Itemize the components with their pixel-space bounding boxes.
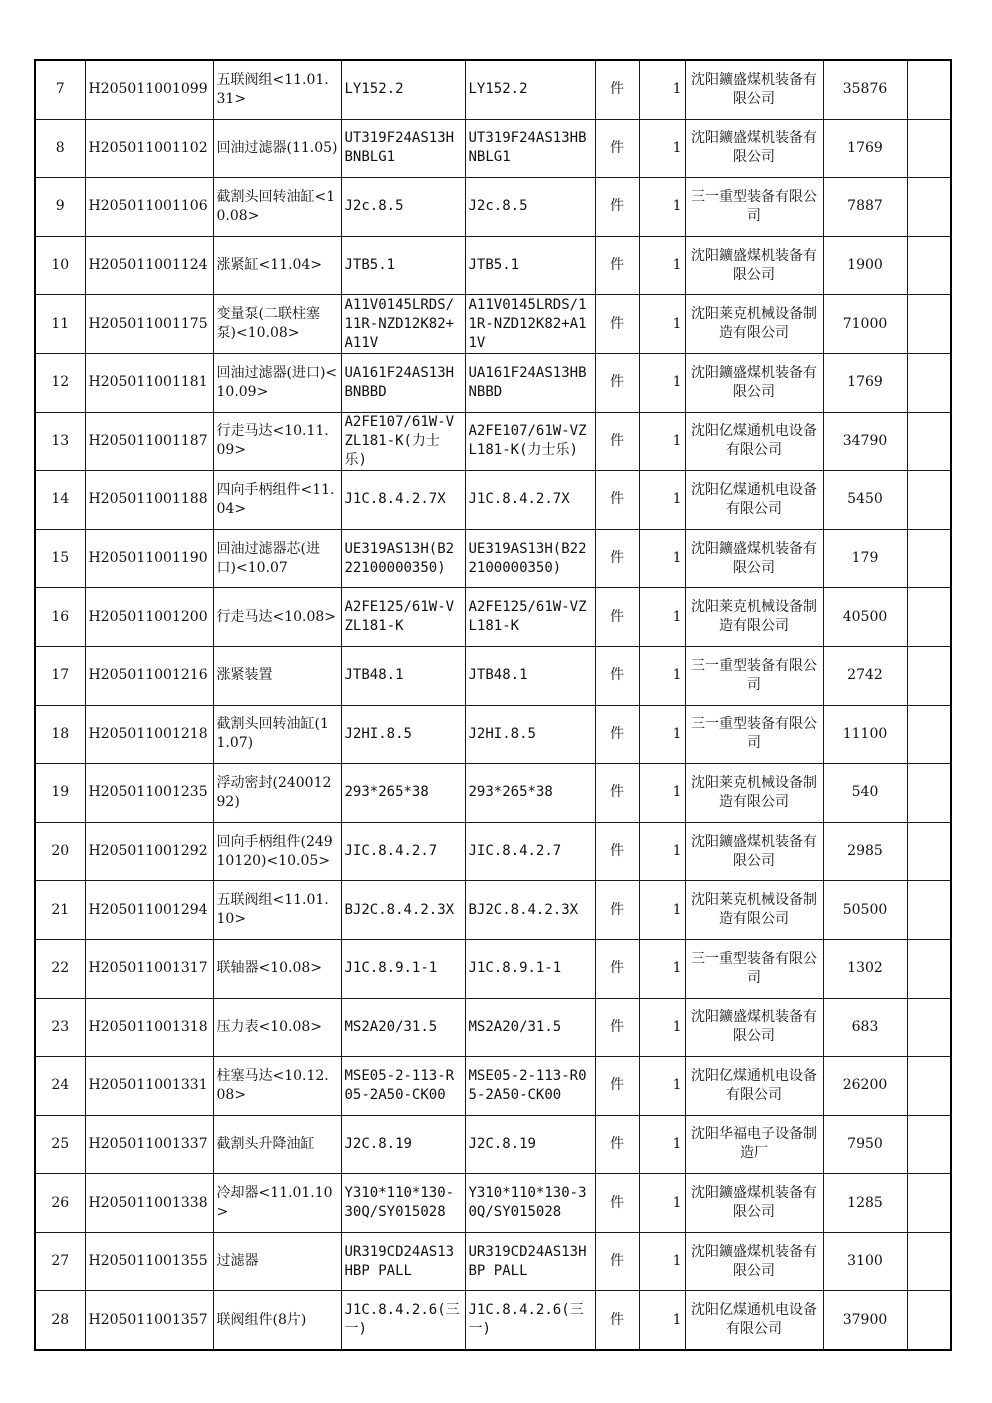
model-number-cell: BJ2C.8.4.2.3X xyxy=(341,881,465,940)
material-code-cell: H205011001338 xyxy=(85,1174,213,1233)
price-cell: 1302 xyxy=(823,939,907,998)
price-cell: 35876 xyxy=(823,60,907,119)
part-name-cell: 行走马达<10.11.09> xyxy=(213,412,341,471)
part-name-cell: 涨紧装置 xyxy=(213,646,341,705)
specification-cell: MS2A20/31.5 xyxy=(465,998,595,1057)
price-cell: 7887 xyxy=(823,178,907,237)
price-cell: 3100 xyxy=(823,1232,907,1291)
supplier-cell: 沈阳亿煤通机电设备有限公司 xyxy=(685,1291,823,1350)
model-number-cell: UR319CD24AS13HBP PALL xyxy=(341,1232,465,1291)
unit-cell: 件 xyxy=(595,822,639,881)
material-code-cell: H205011001124 xyxy=(85,236,213,295)
supplier-cell: 三一重型装备有限公司 xyxy=(685,939,823,998)
remark-cell xyxy=(907,1174,951,1233)
table-row xyxy=(35,881,951,940)
model-number-cell: UT319F24AS13HBNBLG1 xyxy=(341,119,465,178)
price-cell: 40500 xyxy=(823,588,907,647)
quantity-cell: 1 xyxy=(639,353,685,412)
model-number-cell: MSE05-2-113-R05-2A50-CK00 xyxy=(341,1057,465,1116)
table-row xyxy=(35,1291,951,1350)
remark-cell xyxy=(907,236,951,295)
material-code-cell: H205011001216 xyxy=(85,646,213,705)
remark-cell xyxy=(907,471,951,530)
model-number-cell: JIC.8.4.2.7 xyxy=(341,822,465,881)
part-name-cell: 截割头回转油缸(11.07) xyxy=(213,705,341,764)
remark-cell xyxy=(907,764,951,823)
price-cell: 2742 xyxy=(823,646,907,705)
table-row xyxy=(35,60,951,119)
specification-cell: JIC.8.4.2.7 xyxy=(465,822,595,881)
price-cell: 7950 xyxy=(823,1115,907,1174)
remark-cell xyxy=(907,295,951,354)
remark-cell xyxy=(907,1057,951,1116)
part-name-cell: 联阀组件(8片) xyxy=(213,1291,341,1350)
unit-cell: 件 xyxy=(595,178,639,237)
unit-cell: 件 xyxy=(595,1057,639,1116)
specification-cell: JTB48.1 xyxy=(465,646,595,705)
quantity-cell: 1 xyxy=(639,1232,685,1291)
quantity-cell: 1 xyxy=(639,236,685,295)
remark-cell xyxy=(907,1115,951,1174)
row-number-cell: 18 xyxy=(35,705,85,764)
price-cell: 1900 xyxy=(823,236,907,295)
specification-cell: A2FE125/61W-VZL181-K xyxy=(465,588,595,647)
price-cell: 2985 xyxy=(823,822,907,881)
row-number-cell: 23 xyxy=(35,998,85,1057)
supplier-cell: 沈阳鑛盛煤机装备有限公司 xyxy=(685,998,823,1057)
row-number-cell: 12 xyxy=(35,353,85,412)
row-number-cell: 17 xyxy=(35,646,85,705)
supplier-cell: 沈阳莱克机械设备制造有限公司 xyxy=(685,881,823,940)
specification-cell: J2HI.8.5 xyxy=(465,705,595,764)
part-name-cell: 压力表<10.08> xyxy=(213,998,341,1057)
unit-cell: 件 xyxy=(595,60,639,119)
quantity-cell: 1 xyxy=(639,588,685,647)
unit-cell: 件 xyxy=(595,1174,639,1233)
supplier-cell: 沈阳鑛盛煤机装备有限公司 xyxy=(685,353,823,412)
table-row xyxy=(35,764,951,823)
model-number-cell: JTB48.1 xyxy=(341,646,465,705)
part-name-cell: 回油过滤器芯(进口)<10.07 xyxy=(213,529,341,588)
table-row xyxy=(35,178,951,237)
table-row xyxy=(35,1174,951,1233)
parts-table xyxy=(34,59,952,1351)
material-code-cell: H205011001318 xyxy=(85,998,213,1057)
model-number-cell: UE319AS13H(B222100000350) xyxy=(341,529,465,588)
quantity-cell: 1 xyxy=(639,178,685,237)
quantity-cell: 1 xyxy=(639,1291,685,1350)
row-number-cell: 24 xyxy=(35,1057,85,1116)
supplier-cell: 沈阳鑛盛煤机装备有限公司 xyxy=(685,119,823,178)
table-row xyxy=(35,1057,951,1116)
quantity-cell: 1 xyxy=(639,119,685,178)
remark-cell xyxy=(907,881,951,940)
price-cell: 683 xyxy=(823,998,907,1057)
part-name-cell: 变量泵(二联柱塞泵)<10.08> xyxy=(213,295,341,354)
material-code-cell: H205011001102 xyxy=(85,119,213,178)
material-code-cell: H205011001317 xyxy=(85,939,213,998)
supplier-cell: 沈阳鑛盛煤机装备有限公司 xyxy=(685,60,823,119)
model-number-cell: A2FE107/61W-VZL181-K(力士乐) xyxy=(341,412,465,471)
specification-cell: A2FE107/61W-VZL181-K(力士乐) xyxy=(465,412,595,471)
row-number-cell: 10 xyxy=(35,236,85,295)
supplier-cell: 三一重型装备有限公司 xyxy=(685,705,823,764)
remark-cell xyxy=(907,939,951,998)
row-number-cell: 28 xyxy=(35,1291,85,1350)
table-row xyxy=(35,119,951,178)
row-number-cell: 20 xyxy=(35,822,85,881)
model-number-cell: J1C.8.4.2.7X xyxy=(341,471,465,530)
quantity-cell: 1 xyxy=(639,529,685,588)
material-code-cell: H205011001292 xyxy=(85,822,213,881)
price-cell: 37900 xyxy=(823,1291,907,1350)
table-row xyxy=(35,412,951,471)
row-number-cell: 22 xyxy=(35,939,85,998)
table-row xyxy=(35,705,951,764)
unit-cell: 件 xyxy=(595,529,639,588)
unit-cell: 件 xyxy=(595,471,639,530)
row-number-cell: 26 xyxy=(35,1174,85,1233)
model-number-cell: J1C.8.9.1-1 xyxy=(341,939,465,998)
unit-cell: 件 xyxy=(595,998,639,1057)
quantity-cell: 1 xyxy=(639,646,685,705)
remark-cell xyxy=(907,353,951,412)
material-code-cell: H205011001188 xyxy=(85,471,213,530)
specification-cell: J1C.8.9.1-1 xyxy=(465,939,595,998)
model-number-cell: UA161F24AS13HBNBBD xyxy=(341,353,465,412)
unit-cell: 件 xyxy=(595,1115,639,1174)
supplier-cell: 沈阳鑛盛煤机装备有限公司 xyxy=(685,822,823,881)
remark-cell xyxy=(907,1232,951,1291)
part-name-cell: 联轴器<10.08> xyxy=(213,939,341,998)
model-number-cell: LY152.2 xyxy=(341,60,465,119)
price-cell: 11100 xyxy=(823,705,907,764)
price-cell: 26200 xyxy=(823,1057,907,1116)
remark-cell xyxy=(907,529,951,588)
table-row xyxy=(35,588,951,647)
remark-cell xyxy=(907,119,951,178)
unit-cell: 件 xyxy=(595,295,639,354)
specification-cell: UT319F24AS13HBNBLG1 xyxy=(465,119,595,178)
model-number-cell: J1C.8.4.2.6(三一) xyxy=(341,1291,465,1350)
unit-cell: 件 xyxy=(595,881,639,940)
supplier-cell: 沈阳亿煤通机电设备有限公司 xyxy=(685,471,823,530)
material-code-cell: H205011001200 xyxy=(85,588,213,647)
supplier-cell: 沈阳鑛盛煤机装备有限公司 xyxy=(685,1174,823,1233)
material-code-cell: H205011001190 xyxy=(85,529,213,588)
row-number-cell: 16 xyxy=(35,588,85,647)
row-number-cell: 14 xyxy=(35,471,85,530)
price-cell: 71000 xyxy=(823,295,907,354)
part-name-cell: 五联阀组<11.01.10> xyxy=(213,881,341,940)
unit-cell: 件 xyxy=(595,353,639,412)
model-number-cell: 293*265*38 xyxy=(341,764,465,823)
remark-cell xyxy=(907,998,951,1057)
remark-cell xyxy=(907,178,951,237)
unit-cell: 件 xyxy=(595,412,639,471)
part-name-cell: 五联阀组<11.01.31> xyxy=(213,60,341,119)
part-name-cell: 回油过滤器(进口)<10.09> xyxy=(213,353,341,412)
part-name-cell: 回向手柄组件(24910120)<10.05> xyxy=(213,822,341,881)
model-number-cell: Y310*110*130-30Q/SY015028 xyxy=(341,1174,465,1233)
unit-cell: 件 xyxy=(595,236,639,295)
price-cell: 1769 xyxy=(823,119,907,178)
row-number-cell: 7 xyxy=(35,60,85,119)
table-body xyxy=(35,60,951,1350)
table-row xyxy=(35,1232,951,1291)
row-number-cell: 9 xyxy=(35,178,85,237)
quantity-cell: 1 xyxy=(639,60,685,119)
quantity-cell: 1 xyxy=(639,998,685,1057)
material-code-cell: H205011001099 xyxy=(85,60,213,119)
material-code-cell: H205011001175 xyxy=(85,295,213,354)
specification-cell: LY152.2 xyxy=(465,60,595,119)
specification-cell: UA161F24AS13HBNBBD xyxy=(465,353,595,412)
part-name-cell: 截割头升降油缸 xyxy=(213,1115,341,1174)
supplier-cell: 沈阳华福电子设备制造厂 xyxy=(685,1115,823,1174)
remark-cell xyxy=(907,822,951,881)
specification-cell: J2c.8.5 xyxy=(465,178,595,237)
supplier-cell: 沈阳鑛盛煤机装备有限公司 xyxy=(685,1232,823,1291)
quantity-cell: 1 xyxy=(639,822,685,881)
material-code-cell: H205011001187 xyxy=(85,412,213,471)
supplier-cell: 沈阳莱克机械设备制造有限公司 xyxy=(685,764,823,823)
quantity-cell: 1 xyxy=(639,939,685,998)
remark-cell xyxy=(907,588,951,647)
quantity-cell: 1 xyxy=(639,1057,685,1116)
row-number-cell: 15 xyxy=(35,529,85,588)
price-cell: 50500 xyxy=(823,881,907,940)
table-row xyxy=(35,236,951,295)
row-number-cell: 11 xyxy=(35,295,85,354)
model-number-cell: J2c.8.5 xyxy=(341,178,465,237)
unit-cell: 件 xyxy=(595,764,639,823)
specification-cell: J2C.8.19 xyxy=(465,1115,595,1174)
part-name-cell: 冷却器<11.01.10> xyxy=(213,1174,341,1233)
table-row xyxy=(35,471,951,530)
material-code-cell: H205011001331 xyxy=(85,1057,213,1116)
specification-cell: UE319AS13H(B222100000350) xyxy=(465,529,595,588)
part-name-cell: 过滤器 xyxy=(213,1232,341,1291)
table-row xyxy=(35,822,951,881)
unit-cell: 件 xyxy=(595,705,639,764)
material-code-cell: H205011001337 xyxy=(85,1115,213,1174)
price-cell: 179 xyxy=(823,529,907,588)
supplier-cell: 三一重型装备有限公司 xyxy=(685,646,823,705)
table-row xyxy=(35,353,951,412)
specification-cell: A11V0145LRDS/11R-NZD12K82+A11V xyxy=(465,295,595,354)
specification-cell: UR319CD24AS13HBP PALL xyxy=(465,1232,595,1291)
quantity-cell: 1 xyxy=(639,412,685,471)
supplier-cell: 沈阳莱克机械设备制造有限公司 xyxy=(685,295,823,354)
model-number-cell: J2HI.8.5 xyxy=(341,705,465,764)
material-code-cell: H205011001181 xyxy=(85,353,213,412)
unit-cell: 件 xyxy=(595,1232,639,1291)
model-number-cell: J2C.8.19 xyxy=(341,1115,465,1174)
specification-cell: Y310*110*130-30Q/SY015028 xyxy=(465,1174,595,1233)
material-code-cell: H205011001357 xyxy=(85,1291,213,1350)
table-row xyxy=(35,646,951,705)
unit-cell: 件 xyxy=(595,119,639,178)
quantity-cell: 1 xyxy=(639,471,685,530)
remark-cell xyxy=(907,1291,951,1350)
material-code-cell: H205011001106 xyxy=(85,178,213,237)
row-number-cell: 21 xyxy=(35,881,85,940)
remark-cell xyxy=(907,60,951,119)
price-cell: 5450 xyxy=(823,471,907,530)
quantity-cell: 1 xyxy=(639,764,685,823)
material-code-cell: H205011001294 xyxy=(85,881,213,940)
price-cell: 34790 xyxy=(823,412,907,471)
unit-cell: 件 xyxy=(595,646,639,705)
part-name-cell: 回油过滤器(11.05) xyxy=(213,119,341,178)
specification-cell: JTB5.1 xyxy=(465,236,595,295)
quantity-cell: 1 xyxy=(639,295,685,354)
table-row xyxy=(35,529,951,588)
part-name-cell: 涨紧缸<11.04> xyxy=(213,236,341,295)
supplier-cell: 沈阳莱克机械设备制造有限公司 xyxy=(685,588,823,647)
unit-cell: 件 xyxy=(595,588,639,647)
model-number-cell: JTB5.1 xyxy=(341,236,465,295)
material-code-cell: H205011001235 xyxy=(85,764,213,823)
part-name-cell: 浮动密封(24001292) xyxy=(213,764,341,823)
specification-cell: J1C.8.4.2.7X xyxy=(465,471,595,530)
row-number-cell: 27 xyxy=(35,1232,85,1291)
part-name-cell: 行走马达<10.08> xyxy=(213,588,341,647)
supplier-cell: 沈阳鑛盛煤机装备有限公司 xyxy=(685,529,823,588)
row-number-cell: 19 xyxy=(35,764,85,823)
model-number-cell: A11V0145LRDS/11R-NZD12K82+A11V xyxy=(341,295,465,354)
supplier-cell: 三一重型装备有限公司 xyxy=(685,178,823,237)
table-row xyxy=(35,998,951,1057)
remark-cell xyxy=(907,646,951,705)
row-number-cell: 13 xyxy=(35,412,85,471)
price-cell: 1769 xyxy=(823,353,907,412)
model-number-cell: A2FE125/61W-VZL181-K xyxy=(341,588,465,647)
supplier-cell: 沈阳鑛盛煤机装备有限公司 xyxy=(685,236,823,295)
model-number-cell: MS2A20/31.5 xyxy=(341,998,465,1057)
remark-cell xyxy=(907,705,951,764)
table-row xyxy=(35,939,951,998)
material-code-cell: H205011001218 xyxy=(85,705,213,764)
price-cell: 1285 xyxy=(823,1174,907,1233)
specification-cell: MSE05-2-113-R05-2A50-CK00 xyxy=(465,1057,595,1116)
price-cell: 540 xyxy=(823,764,907,823)
quantity-cell: 1 xyxy=(639,1115,685,1174)
remark-cell xyxy=(907,412,951,471)
unit-cell: 件 xyxy=(595,1291,639,1350)
part-name-cell: 柱塞马达<10.12.08> xyxy=(213,1057,341,1116)
specification-cell: 293*265*38 xyxy=(465,764,595,823)
quantity-cell: 1 xyxy=(639,881,685,940)
row-number-cell: 25 xyxy=(35,1115,85,1174)
table-row xyxy=(35,295,951,354)
supplier-cell: 沈阳亿煤通机电设备有限公司 xyxy=(685,412,823,471)
part-name-cell: 四向手柄组件<11.04> xyxy=(213,471,341,530)
supplier-cell: 沈阳亿煤通机电设备有限公司 xyxy=(685,1057,823,1116)
part-name-cell: 截割头回转油缸<10.08> xyxy=(213,178,341,237)
specification-cell: BJ2C.8.4.2.3X xyxy=(465,881,595,940)
quantity-cell: 1 xyxy=(639,705,685,764)
quantity-cell: 1 xyxy=(639,1174,685,1233)
row-number-cell: 8 xyxy=(35,119,85,178)
unit-cell: 件 xyxy=(595,939,639,998)
table-row xyxy=(35,1115,951,1174)
material-code-cell: H205011001355 xyxy=(85,1232,213,1291)
specification-cell: J1C.8.4.2.6(三一) xyxy=(465,1291,595,1350)
